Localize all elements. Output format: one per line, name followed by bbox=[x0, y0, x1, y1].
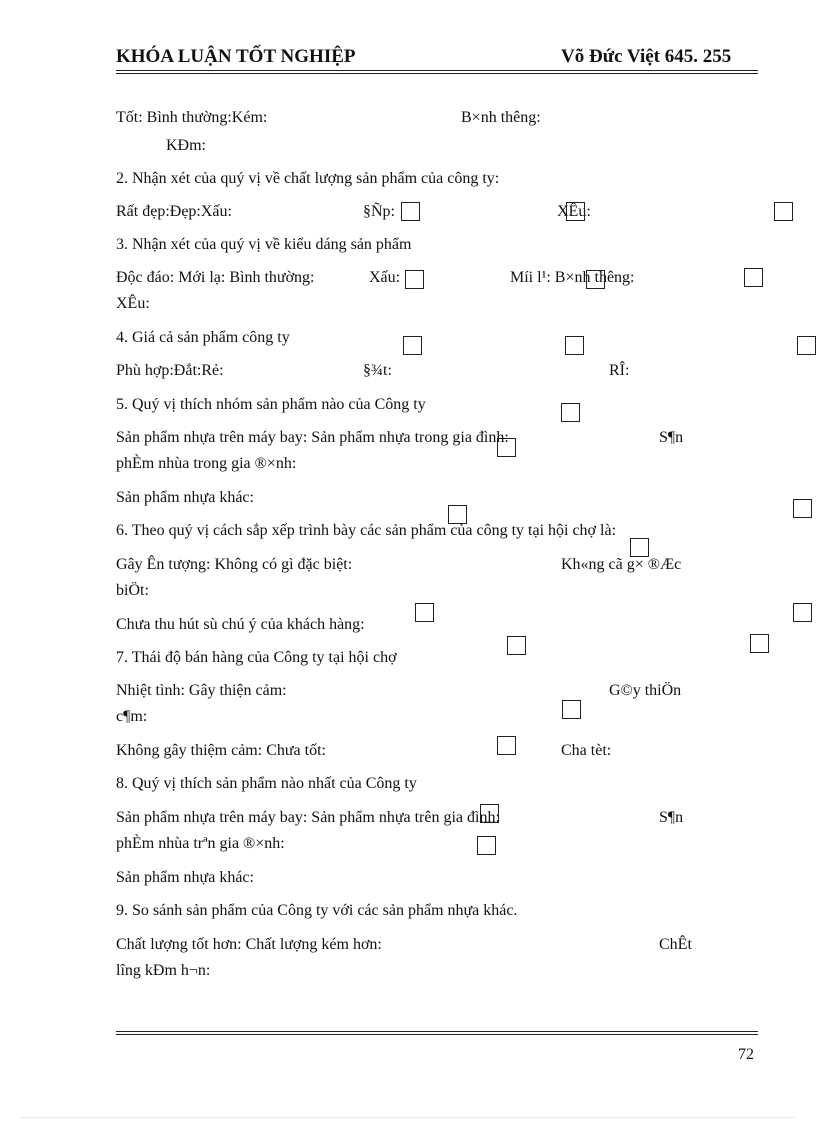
q8-garbled-household: phÈm nhùa trªn gia ®×nh: bbox=[116, 835, 285, 852]
header-rule-top bbox=[116, 70, 758, 71]
checkbox[interactable] bbox=[744, 268, 763, 287]
q2-heading: 2. Nhận xét của quý vị về chất lượng sản phẩm của công ty: bbox=[116, 170, 500, 187]
checkbox[interactable] bbox=[750, 634, 769, 653]
page-edge-dotted-line bbox=[20, 1117, 796, 1118]
checkbox[interactable] bbox=[774, 202, 793, 221]
footer-rule-top bbox=[116, 1031, 758, 1032]
checkbox[interactable] bbox=[797, 336, 816, 355]
q5-heading: 5. Quý vị thích nhóm sản phẩm nào của Công ty bbox=[116, 396, 426, 413]
q5-options: Sản phẩm nhựa trên máy bay: Sản phẩm nhựa trong gia đình: bbox=[116, 429, 509, 446]
q5-garbled-household: phÈm nhùa trong gia ®×nh: bbox=[116, 455, 297, 472]
q6-heading: 6. Theo quý vị cách sắp xếp trình bày các sản phẩm của công ty tại hội chợ là: bbox=[116, 522, 617, 539]
q5-option-other: Sản phẩm nhựa khác: bbox=[116, 489, 254, 506]
q7-heading: 7. Thái độ bán hàng của Công ty tại hội chợ bbox=[116, 649, 397, 666]
checkbox[interactable] bbox=[477, 836, 496, 855]
checkbox[interactable] bbox=[793, 603, 812, 622]
q7-garbled-sympathy: G©y thiÖn bbox=[609, 682, 682, 699]
q7-options: Nhiệt tình: Gây thiện cảm: bbox=[116, 682, 287, 699]
q8-options: Sản phẩm nhựa trên máy bay: Sản phẩm nhựa trên gia đình: bbox=[116, 809, 500, 826]
checkbox[interactable] bbox=[630, 538, 649, 557]
q9-options: Chất lượng tốt hơn: Chất lượng kém hơn: bbox=[116, 936, 382, 953]
q2-options: Rất đẹp:Đẹp:Xấu: bbox=[116, 203, 232, 220]
checkbox[interactable] bbox=[405, 270, 424, 289]
q9-heading: 9. So sánh sản phẩm của Công ty với các sản phẩm nhựa khác. bbox=[116, 902, 518, 919]
q4-heading: 4. Giá cả sản phẩm công ty bbox=[116, 329, 290, 346]
q9-garbled-worse: lîng kÐm h¬n: bbox=[116, 962, 211, 979]
q1-options: Tốt: Bình thường:Kém: bbox=[116, 109, 268, 126]
header-title: KHÓA LUẬN TỐT NGHIỆP bbox=[116, 46, 356, 67]
checkbox[interactable] bbox=[403, 336, 422, 355]
q6-garbled-nothing-special: Kh«ng cã g× ®Æc bbox=[561, 556, 682, 573]
q6-garbled-special: biÖt: bbox=[116, 582, 149, 599]
header-rule-bottom bbox=[116, 73, 758, 74]
checkbox[interactable] bbox=[497, 438, 516, 457]
q3-garbled-ugly: XÊu: bbox=[116, 295, 150, 312]
checkbox[interactable] bbox=[566, 202, 585, 221]
q8-garbled-product: S¶n bbox=[659, 809, 684, 826]
checkbox[interactable] bbox=[562, 700, 581, 719]
q7-options-negative: Không gây thiệm cảm: Chưa tốt: bbox=[116, 742, 326, 759]
q6-options: Gây Ên tượng: Không có gì đặc biệt: bbox=[116, 556, 353, 573]
checkbox[interactable] bbox=[565, 336, 584, 355]
q4-garbled-expensive: §¾t: bbox=[363, 362, 392, 379]
q7-garbled-feeling: c¶m: bbox=[116, 708, 148, 725]
checkbox[interactable] bbox=[497, 736, 516, 755]
q3-option-ugly: Xấu: bbox=[369, 269, 401, 286]
q9-garbled-quality: ChÊt bbox=[659, 936, 692, 953]
checkbox[interactable] bbox=[415, 603, 434, 622]
q2-garbled-pretty: §Ñp: bbox=[363, 203, 395, 220]
checkbox[interactable] bbox=[561, 403, 580, 422]
q3-heading: 3. Nhận xét của quý vị về kiểu dáng sản phẩm bbox=[116, 236, 412, 253]
q7-garbled-not-good: Cha tèt: bbox=[561, 742, 612, 759]
q8-heading: 8. Quý vị thích sản phẩm nào nhất của Công ty bbox=[116, 775, 417, 792]
q1-garbled-normal: B×nh thêng: bbox=[461, 109, 541, 126]
header-author: Võ Đức Việt 645. 255 bbox=[561, 46, 732, 67]
checkbox[interactable] bbox=[480, 804, 499, 823]
q4-options: Phù hợp:Đắt:Rẻ: bbox=[116, 362, 224, 379]
checkbox[interactable] bbox=[793, 499, 812, 518]
q2-garbled-ugly: XÊu: bbox=[557, 203, 591, 220]
q5-garbled-product: S¶n bbox=[659, 429, 684, 446]
checkbox[interactable] bbox=[507, 636, 526, 655]
q1-garbled-bad: KÐm: bbox=[166, 137, 206, 154]
q8-option-other: Sản phẩm nhựa khác: bbox=[116, 869, 254, 886]
q3-options: Độc đáo: Mới lạ: Bình thường: bbox=[116, 269, 315, 286]
q3-garbled-new: Míi l¹: B×nh thêng: bbox=[510, 269, 635, 286]
checkbox[interactable] bbox=[448, 505, 467, 524]
q6-option-no-attention: Chưa thu hút sù chú ý của khách hàng: bbox=[116, 616, 365, 633]
q4-garbled-cheap: RÎ: bbox=[609, 362, 630, 379]
page-number: 72 bbox=[738, 1046, 754, 1063]
footer-rule-bottom bbox=[116, 1034, 758, 1035]
checkbox[interactable] bbox=[401, 202, 420, 221]
checkbox[interactable] bbox=[586, 270, 605, 289]
